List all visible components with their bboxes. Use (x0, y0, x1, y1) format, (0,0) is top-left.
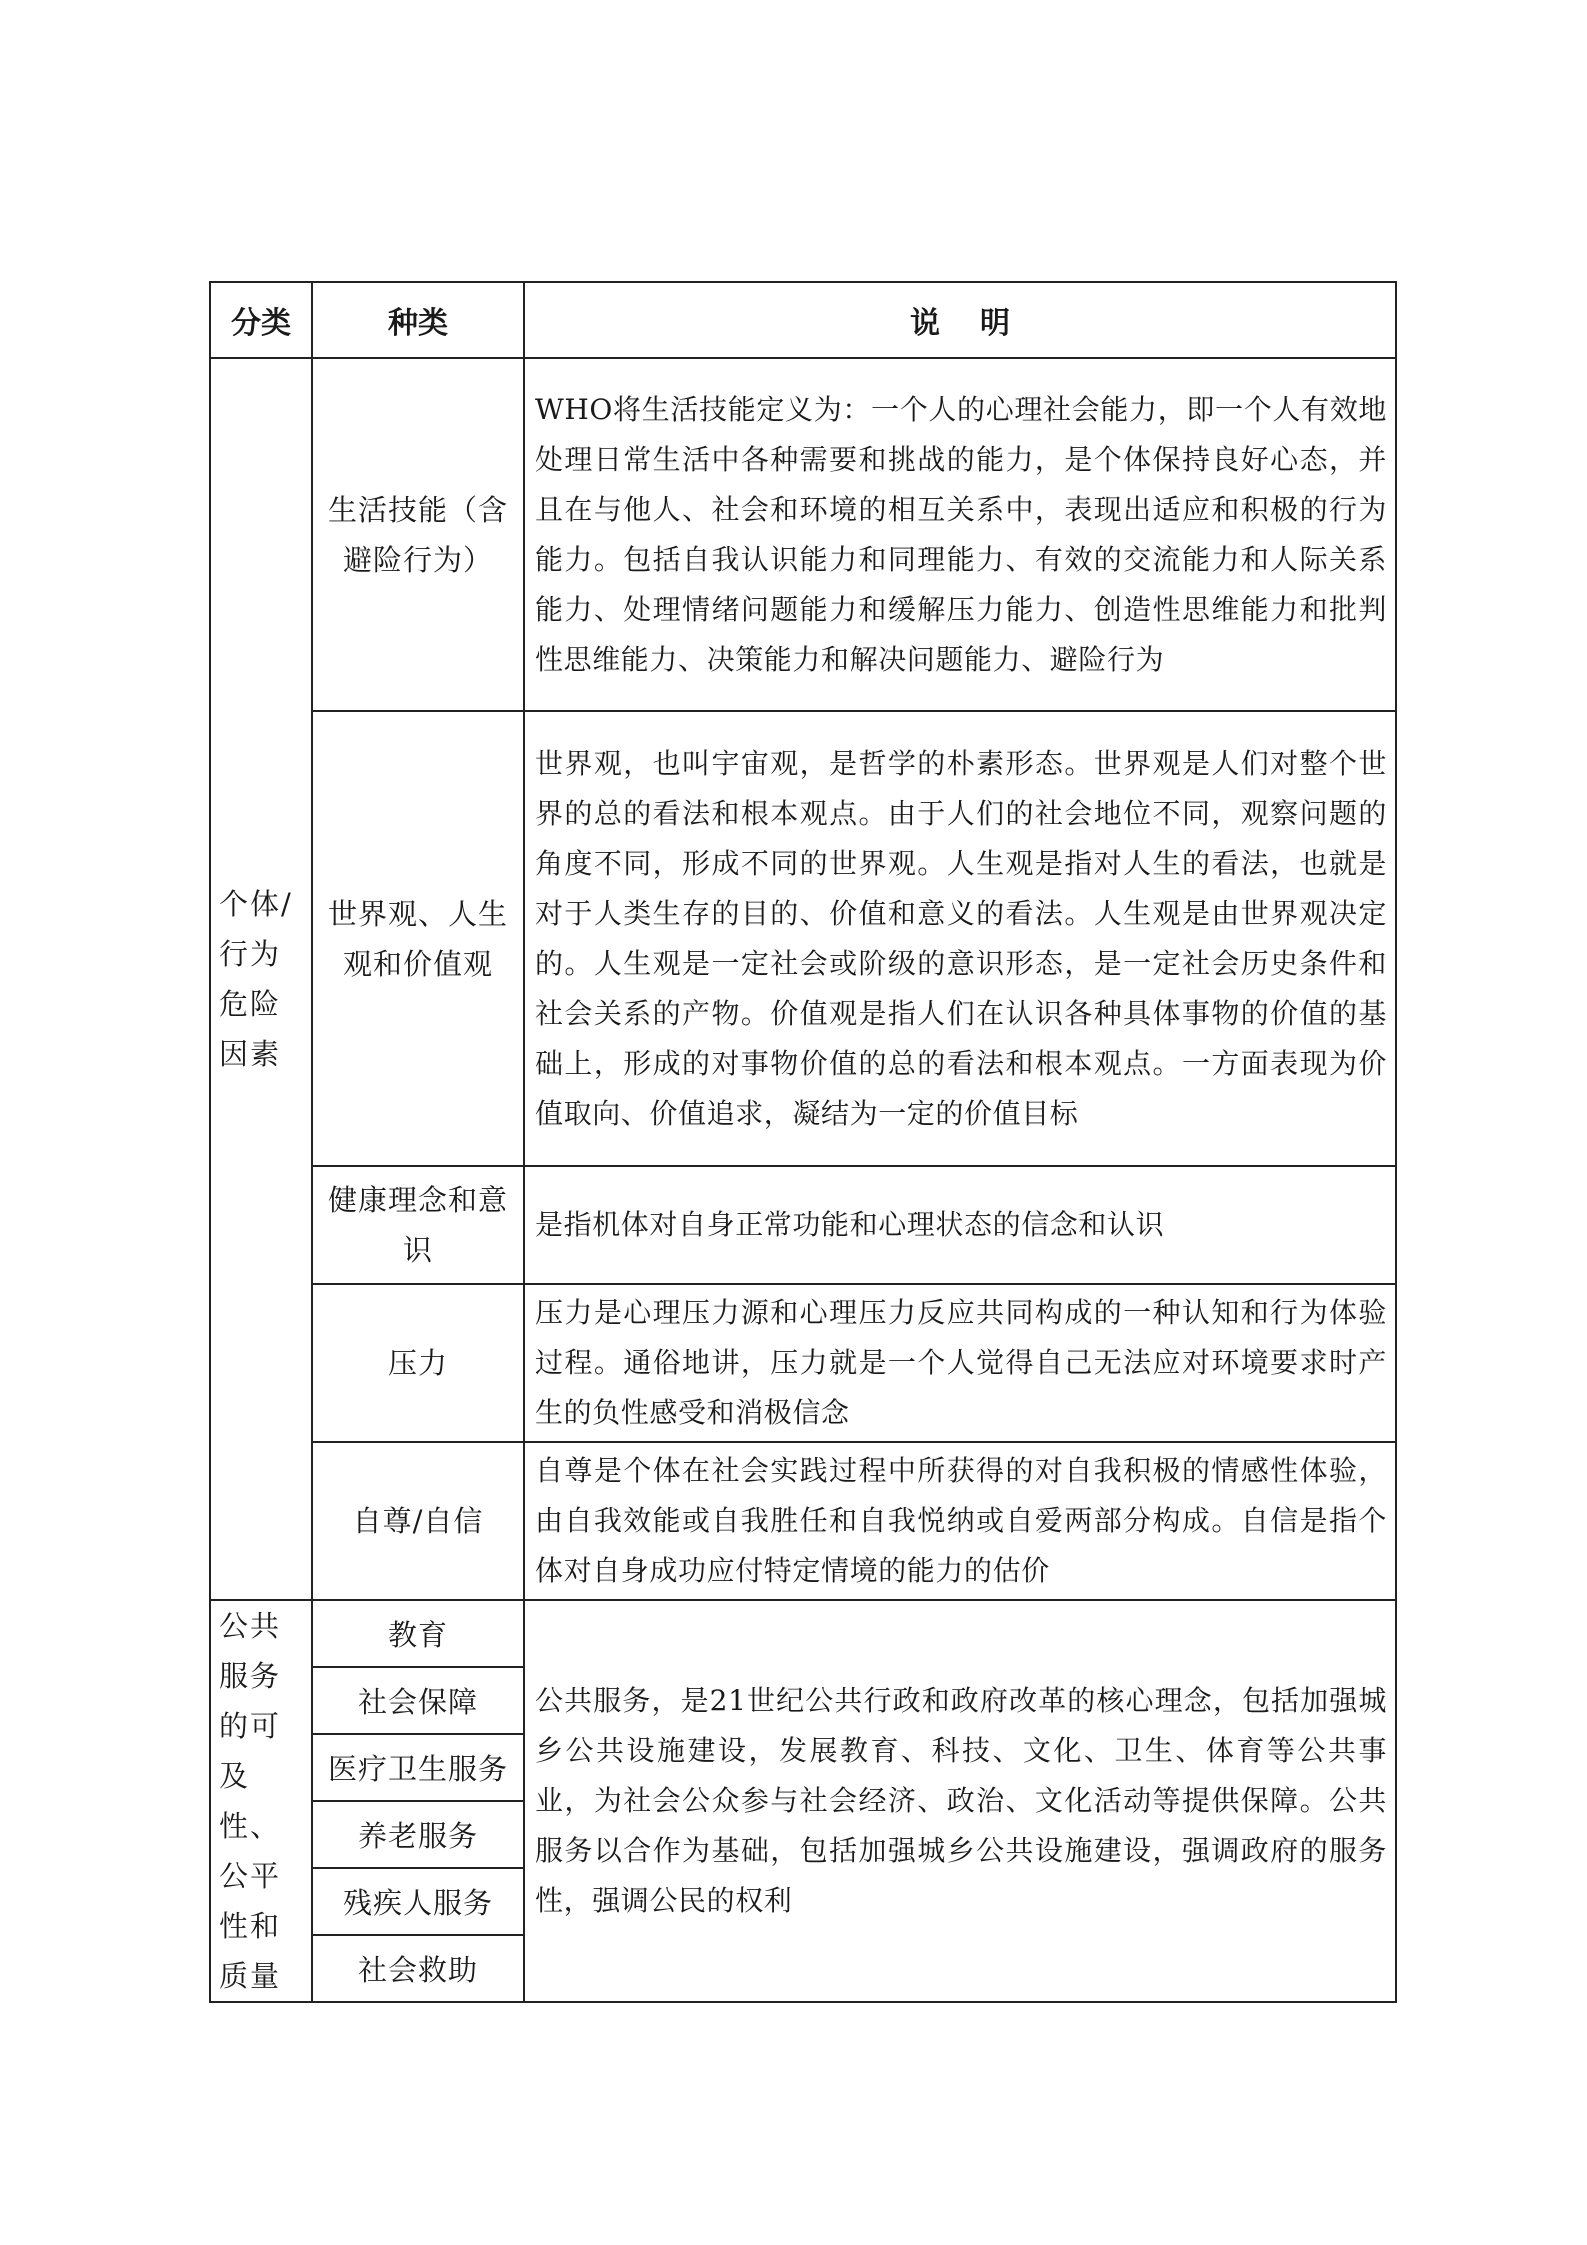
header-description-label: 说明 (910, 306, 1050, 341)
table-row (210, 1442, 1396, 1600)
kind-cell (312, 358, 524, 711)
kind-label: 生活技能（含避险行为） (327, 492, 508, 577)
kind-label: 世界观、人生观和价值观 (327, 896, 508, 981)
kind-cell (312, 1284, 524, 1442)
kind-cell (312, 711, 524, 1166)
description-cell: WHO将生活技能定义为：一个人的心理社会能力，即一个人有效地处理日常生活中各种需要和挑战的能力，是个体保持良好心态，并且在与他人、社会和环境的相互关系中，表现出适应和积极的行为能力。包括自我认识能力和同理能力、有效的交流能力和人际关系能力、处理情绪问题能力和缓解压力能力、创造性思维能力和批判性思维能力、决策能力和解决问题能力、避险行为 (524, 358, 1396, 711)
category-cell-individual (210, 358, 312, 1600)
header-category: 分类 (210, 282, 312, 358)
description-cell: 公共服务，是21世纪公共行政和政府改革的核心理念，包括加强城乡公共设施建设，发展教育、科技、文化、卫生、体育等公共事业，为社会公众参与社会经济、政治、文化活动等提供保障。公共服务以合作为基础，包括加强城乡公共设施建设，强调政府的服务性，强调公民的权利 (524, 1600, 1396, 2002)
description-cell: 是指机体对自身正常功能和心理状态的信念和认识 (524, 1166, 1396, 1284)
kind-cell (312, 1166, 524, 1284)
kind-cell: 社会救助 (312, 1935, 524, 2002)
header-description (524, 282, 1396, 358)
table-row (210, 1284, 1396, 1442)
kind-cell (312, 1442, 524, 1600)
category-label: 公共服务的可及性、公平性和质量 (219, 1609, 282, 1993)
classification-table (209, 281, 1397, 2003)
header-row (210, 282, 1396, 358)
kind-label: 健康理念和意识 (327, 1183, 508, 1267)
table-row (210, 1166, 1396, 1284)
description-cell: 压力是心理压力源和心理压力反应共同构成的一种认知和行为体验过程。通俗地讲，压力就是一个人觉得自己无法应对环境要求时产生的负性感受和消极信念 (524, 1284, 1396, 1442)
header-kind: 种类 (312, 282, 524, 358)
category-cell-public (210, 1600, 312, 2002)
table-row (210, 1600, 1396, 1667)
kind-label: 自尊/自信 (352, 1504, 484, 1538)
description-cell: 世界观，也叫宇宙观，是哲学的朴素形态。世界观是人们对整个世界的总的看法和根本观点。由于人们的社会地位不同，观察问题的角度不同，形成不同的世界观。人生观是指对人生的看法，也就是对于人类生存的目的、价值和意义的看法。人生观是由世界观决定的。人生观是一定社会或阶级的意识形态，是一定社会历史条件和社会关系的产物。价值观是指人们在认识各种具体事物的价值的基础上，形成的对事物价值的总的看法和根本观点。一方面表现为价值取向、价值追求，凝结为一定的价值目标 (524, 711, 1396, 1166)
table-row (210, 711, 1396, 1166)
kind-cell: 教育 (312, 1600, 524, 1667)
kind-label: 压力 (387, 1346, 448, 1380)
kind-cell: 社会保障 (312, 1667, 524, 1734)
kind-cell: 医疗卫生服务 (312, 1734, 524, 1801)
kind-cell: 残疾人服务 (312, 1868, 524, 1935)
kind-cell: 养老服务 (312, 1801, 524, 1868)
table-row (210, 358, 1396, 711)
category-label: 个体/行为危险因素 (219, 887, 293, 1071)
description-cell: 自尊是个体在社会实践过程中所获得的对自我积极的情感性体验，由自我效能或自我胜任和自我悦纳或自爱两部分构成。自信是指个体对自身成功应付特定情境的能力的估价 (524, 1442, 1396, 1600)
